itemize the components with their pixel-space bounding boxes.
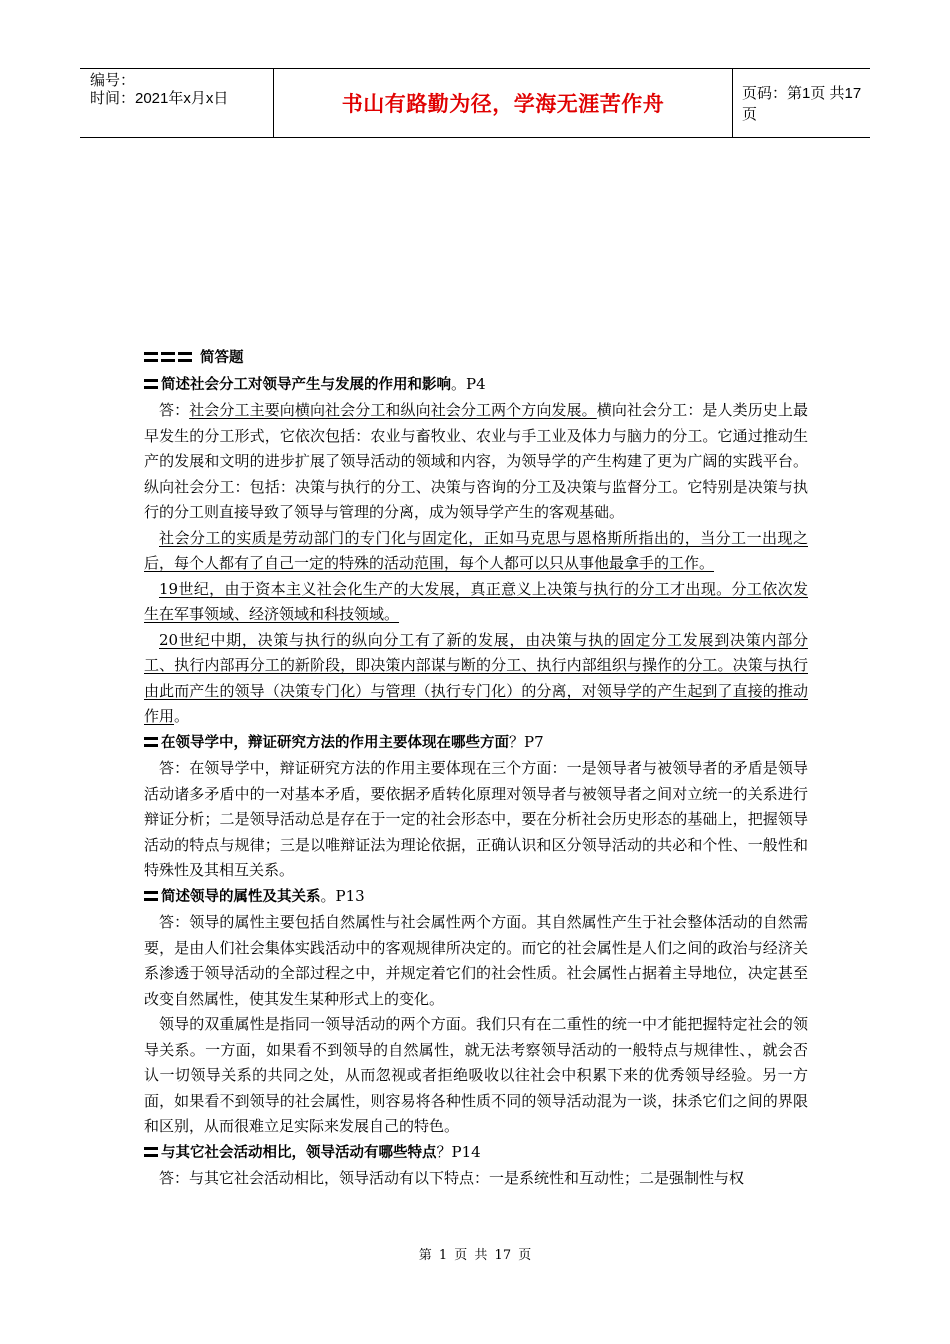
question-3-ref: 。P13 bbox=[320, 886, 365, 905]
underlined-text: 19世纪，由于资本主义社会化生产的大发展，真正意义上决策与执行的分工才出现。分工依次发生在军事领域、经济领域和科技领域。 bbox=[144, 579, 808, 623]
page-info-text: 页码：第1页 共17页 bbox=[742, 85, 862, 123]
question-4-ref: ？P14 bbox=[436, 1142, 481, 1161]
answer-text: 横向社会分工：是人类历史上最早发生的分工形式，它依次包括：农业与畜牧业、农业与手工业及体力与脑力的分工。它通过推动生产的发展和文明的进步扩展了领导活动的领域和内容，为领导学的产生构建了更为广阔的实践平台。纵向社会分工：包括：决策与执行的分工、决策与咨询的分工及决策与监督分工。它特别是决策与执行的分工则直接导致了领导与管理的分离，成为领导学产生的客观基础。 bbox=[144, 401, 808, 521]
list-marker-icon bbox=[144, 737, 158, 747]
question-3-title: 简述领导的属性及其关系 bbox=[161, 888, 321, 905]
list-marker-icon bbox=[144, 891, 158, 901]
underlined-text: 20世纪中期，决策与执行的纵向分工有了新的发展，由决策与执的固定分工发展到决策内部分工、执行内部再分工的新阶段，即决策内部谋与断的分工、执行内部组织与操作的分工。决策与执行由此而产生的领导（决策专门化）与管理（执行专门化）的分离，对领导学的产生起到了直接的推动作用 bbox=[144, 630, 808, 725]
question-4-answer: 答：与其它社会活动相比，领导活动有以下特点：一是系统性和互动性；二是强制性与权 bbox=[159, 1169, 745, 1187]
answer-prefix: 答： bbox=[159, 401, 190, 419]
answer-text: 。 bbox=[174, 707, 190, 725]
header-meta bbox=[80, 69, 274, 137]
question-3-answer-p1: 答：领导的属性主要包括自然属性与社会属性两个方面。其自然属性产生于社会整体活动的自然需要，是由人们社会集体实践活动中的客观规律所决定的。而它的社会属性是人们之间的政治与经济关系渗透于领导活动的全部过程之中，并规定着它们的社会性质。社会属性占据着主导地位，决定甚至改变自然属性，使其发生某种形式上的变化。 bbox=[144, 913, 808, 1008]
question-1-answer-p3 bbox=[144, 577, 808, 628]
document-body bbox=[144, 346, 808, 1192]
question-3-heading bbox=[144, 884, 808, 911]
question-1-title: 简述社会分工对领导产生与发展的作用和影响 bbox=[161, 376, 451, 393]
question-2-title: 在领导学中，辩证研究方法的作用主要体现在哪些方面 bbox=[161, 734, 509, 751]
code-label: 编号： bbox=[90, 72, 136, 89]
list-marker-icon bbox=[144, 352, 158, 362]
header-motto bbox=[274, 69, 733, 137]
motto-text: 书山有路勤为径，学海无涯苦作舟 bbox=[341, 92, 665, 116]
list-marker-icon bbox=[161, 352, 175, 362]
underlined-text: 社会分工的实质是劳动部门的专门化与固定化，正如马克思与恩格斯所指出的，当分工一出现之后，每个人都有了自己一定的特殊的活动范围，每个人都可以只从事他最拿手的工作。 bbox=[144, 528, 808, 572]
date-label: 时间：2021年x月x日 bbox=[90, 90, 229, 107]
question-4-heading bbox=[144, 1140, 808, 1167]
underlined-text: 社会分工主要向横向社会分工和纵向社会分工两个方向发展。 bbox=[189, 401, 597, 419]
question-1-answer-p2 bbox=[144, 526, 808, 577]
question-2-heading bbox=[144, 730, 808, 757]
question-1-heading bbox=[144, 372, 808, 399]
section-title: 简答题 bbox=[200, 350, 244, 366]
list-marker-icon bbox=[144, 379, 158, 389]
question-2-answer: 答：在领导学中，辩证研究方法的作用主要体现在三个方面：一是领导者与被领导者的矛盾是领导活动诸多矛盾中的一对基本矛盾，要依据矛盾转化原理对领导者与被领导者之间对立统一的关系进行辩证分析；二是领导活动总是存在于一定的社会形态中，要在分析社会历史形态的基础上，把握领导活动的特点与规律；三是以唯辩证法为理论依据，正确认识和区分领导活动的共必和个性、一般性和特殊性及其相互关系。 bbox=[144, 759, 808, 879]
question-3-answer-p2: 领导的双重属性是指同一领导活动的两个方面。我们只有在二重性的统一中才能把握特定社会的领导关系。一方面，如果看不到领导的自然属性，就无法考察领导活动的一般特点与规律性、，就会否认一切领导关系的共同之处，从而忽视或者拒绝吸收以往社会中积累下来的优秀领导经验。另一方面，如果看不到领导的社会属性，则容易将各种性质不同的领导活动混为一谈，抹杀它们之间的界限和区别，从而很难立足实际来发展自己的特色。 bbox=[144, 1015, 808, 1135]
question-4-title: 与其它社会活动相比，领导活动有哪些特点 bbox=[161, 1144, 437, 1161]
question-2-ref: ？P7 bbox=[509, 732, 544, 751]
list-marker-icon bbox=[144, 1147, 158, 1157]
question-1-answer-p1 bbox=[144, 398, 808, 526]
header-page-info bbox=[732, 69, 870, 137]
section-heading bbox=[144, 346, 808, 372]
page-header bbox=[80, 68, 870, 138]
page-footer: 第 1 页 共 17 页 bbox=[418, 1248, 532, 1263]
list-marker-icon bbox=[178, 352, 192, 362]
question-1-answer-p4 bbox=[144, 628, 808, 730]
question-1-ref: 。P4 bbox=[451, 374, 486, 393]
